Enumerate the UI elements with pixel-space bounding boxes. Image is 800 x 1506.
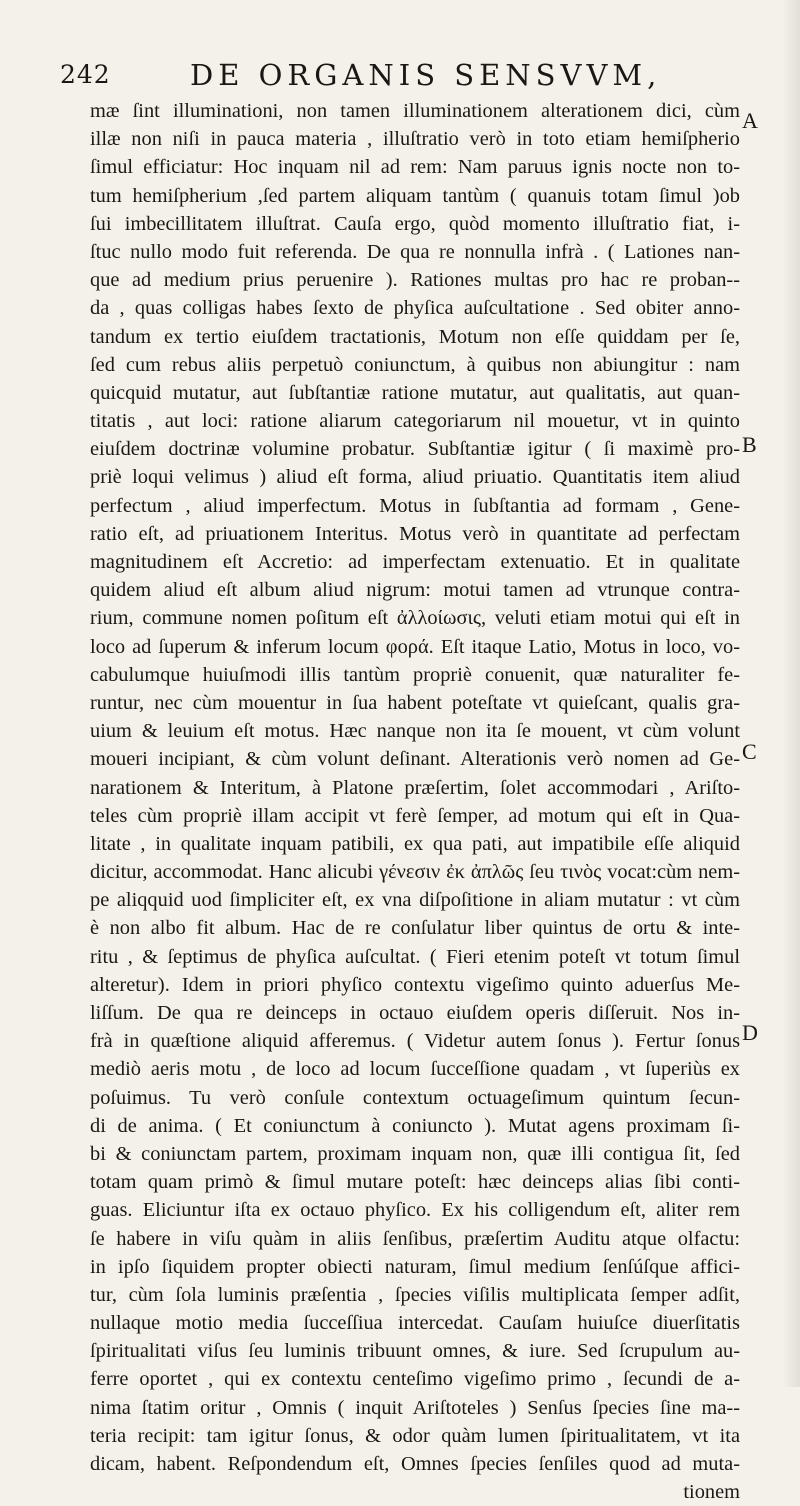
text-line: eiuſdem doctrinæ volumine probatur. Subſtantiæ igitur ( ſi maximè pro- [90,438,740,461]
text-line: totam quam primò & ſimul mutare poteſt: hæc deinceps alias ſibi conti- [90,1171,740,1194]
text-line: quicquid mutatur, aut ſubſtantiæ ratione mutatur, aut qualitatis, aut quan- [90,381,740,404]
text-line: rium, commune nomen poſitum eſt ἀλλοίωσις, veluti etiam motui qui eſt in [90,607,740,630]
text-line: ratio eſt, ad priuationem Interitus. Motus verò in quantitate ad perfectam [90,522,740,545]
text-line: cabulumque huiuſmodi illis tantùm propriè conuenit, quæ naturaliter fe- [90,663,740,686]
text-line: dicitur, accommodat. Hanc alicubi γένεσιν ἐκ ἀπλῶς ſeu τινὸς vocat:cùm nem- [90,861,740,884]
text-line: nullaque motio media ſucceſſiua intercedat. Cauſam huiuſce diuerſitatis [90,1312,740,1335]
text-line: mediò aeris motu , de loco ad locum ſucceſſione quadam , vt ſuperiùs ex [90,1058,740,1081]
text-line: guas. Eliciuntur iſta ex octauo phyſico. Ex his colligendum eſt, aliter rem [90,1199,740,1222]
text-line: poſuimus. Tu verò conſule contextum octuageſimum quintum ſecun- [90,1086,740,1109]
catchword: tionem [683,1481,740,1504]
text-line: illæ non niſi in pauca materia , illuſtratio verò in toto etiam hemiſpherio [90,128,740,151]
text-line: uium & leuium eſt motus. Hæc nanque non ita ſe mouent, vt cùm volunt [90,720,740,743]
text-line: que ad medium prius peruenire ). Rationes multas pro hac re proban-- [90,269,740,292]
text-line: ſimul efficiatur: Hoc inquam nil ad rem: Nam paruus ignis nocte non to- [90,156,740,179]
text-line: ſtuc nullo modo fuit referenda. De qua re nonnulla infrà . ( Lationes nan- [90,240,740,263]
page-edge-shadow [782,0,800,1387]
page-header [60,58,730,94]
text-line: teria recipit: tam igitur ſonus, & odor quàm lumen ſpiritualitatem, vt ita [90,1424,740,1447]
text-line: teles cùm propriè illam accipit vt ferè ſemper, ad motum qui eſt in Qua- [90,804,740,827]
text-line: bi & coniunctam partem, proximam inquam non, quæ illi contigua ſit, ſed [90,1142,740,1165]
margin-letter-a: A [742,108,758,133]
margin-letter-c: C [742,739,757,764]
text-line: magnitudinem eſt Accretio: ad imperfectam extenuatio. Et in qualitate [90,551,740,573]
text-line: pe aliqquid uod ſimpliciter eſt, ex vna diſpoſitione in aliam mutatur : vt cùm [90,889,740,912]
text-line: alteretur). Idem in priori phyſico contextu vigeſimo quinto aduerſus Me- [90,973,740,996]
text-line: narationem & Interitum, à Platone præſertim, ſolet accommodari , Ariſto- [90,776,740,799]
text-line: loco ad ſuperum & inferum locum φορά. Eſt itaque Latio, Motus in loco, vo- [90,635,740,658]
text-line: dicam, habent. Reſpondendum eſt, Omnes ſpecies ſenſiles quod ad muta- [90,1453,740,1475]
text-line: moueri incipiant, & cùm volunt deſinant. Alterationis verò nomen ad Ge- [90,748,740,771]
text-line: perfectum , aliud imperfectum. Motus in ſubſtantia ad formam , Gene- [90,494,740,517]
text-line: è non albo fit album. Hac de re conſulatur liber quintus de ortu & inte- [90,917,740,940]
text-line: in ipſo ſiquidem propter obiecti naturam, ſimul medium ſenſúſque affici- [90,1255,740,1278]
text-line: ſpiritualitati viſus ſeu luminis tribuunt omnes, & iure. Sed ſcrupulum au- [90,1340,740,1363]
margin-letter-d: D [742,1020,758,1045]
text-line: runtur, nec cùm mouentur in ſua habent poteſtate vt quieſcant, qualis gra- [90,691,740,714]
text-line: tum hemiſpherium ,ſed partem aliquam tantùm ( quanuis totam ſimul )ob [90,184,740,207]
text-line: tandum ex tertio eiuſdem tractationis, Motum non eſſe quiddam per ſe, [90,325,740,348]
body-text [90,97,740,1506]
text-line: ferre oportet , qui ex contextu centeſimo vigeſimo primo , ſecundi de a- [90,1368,740,1391]
text-line: liſſum. De qua re deinceps in octauo eiuſdem operis diſſeruit. Nos in- [90,1002,740,1024]
text-line: priè loqui velimus ) aliud eſt forma, aliud priuatio. Quantitatis item aliud [90,466,740,489]
text-line: ſed cum rebus aliis perpetuò coniunctum, à quibus non abiungitur : nam [90,353,740,376]
text-line: mæ ſint illuminationi, non tamen illuminationem alterationem dici, cùm [90,100,740,122]
margin-letter-b: B [742,432,757,457]
text-line: di de anima. ( Et coniunctum à coniuncto ). Mutat agens proximam ſi- [90,1114,740,1137]
running-title: DE ORGANIS SENSVVM, [190,58,662,92]
text-line: tur, cùm ſola luminis præſentia , ſpecies viſilis multiplicata ſemper adſit, [90,1283,740,1306]
text-line: da , quas colligas habes ſexto de phyſica auſcultatione . Sed obiter anno- [90,297,740,320]
text-line: frà in quæſtione aliquid afferemus. ( Videtur autem ſonus ). Fertur ſonus [90,1030,740,1053]
text-line: nima ſtatim oritur , Omnis ( inquit Ariſtoteles ) Senſus ſpecies ſine ma-- [90,1396,740,1419]
text-line: ritu , & ſeptimus de phyſica auſcultat. ( Fieri etenim poteſt vt totum ſimul [90,945,740,968]
text-line: litate , in qualitate inquam patibili, ex qua pati, aut impatibile eſſe aliquid [90,832,740,855]
text-line: ſe habere in viſu quàm in aliis ſenſibus, præſertim Auditu atque olfactu: [90,1227,740,1250]
page-number: 242 [60,60,111,89]
text-line: titatis , aut loci: ratione aliarum categoriarum nil mouetur, vt in quinto [90,410,740,433]
text-line: ſui imbecillitatem illuſtrat. Cauſa ergo, quòd momento illuſtratio fiat, i- [90,212,740,235]
text-line: quidem aliud eſt album aliud nigrum: motui tamen ad vtrunque contra- [90,579,740,602]
